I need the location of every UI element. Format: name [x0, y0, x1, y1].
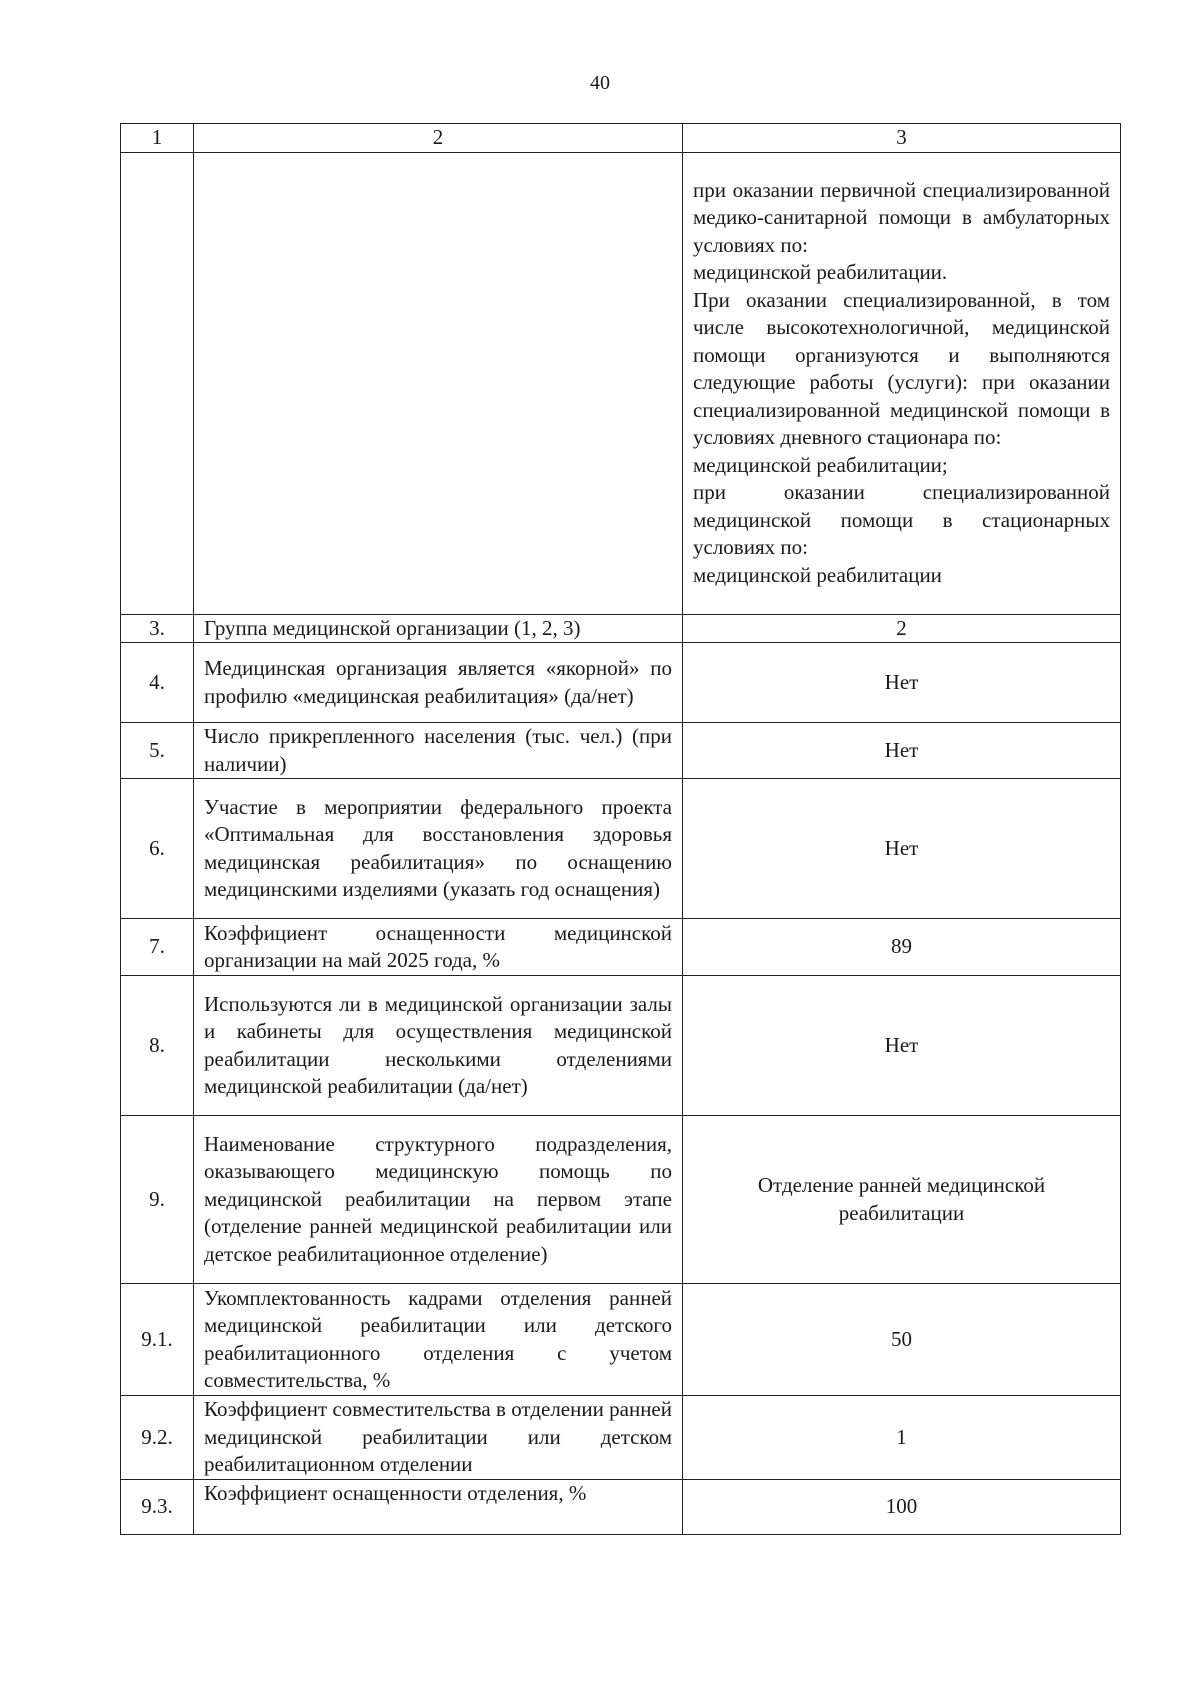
row-number: 4. — [121, 643, 194, 723]
row-number: 9. — [121, 1116, 194, 1284]
table-row — [121, 614, 1121, 643]
table-row — [121, 1116, 1121, 1284]
continuation-text: при оказании первичной специализированной медико-санитарной помощи в амбулаторных условиях по: — [693, 177, 1110, 257]
continuation-cell-value — [683, 152, 1121, 614]
table-row — [121, 976, 1121, 1116]
row-number: 9.2. — [121, 1396, 194, 1480]
row-value: 1 — [683, 1396, 1121, 1480]
row-label: Участие в мероприятии федерального проекта «Оптимальная для восстановления здоровья медицинская реабилитация» по оснащению медицинскими изделиями (указать год оснащения) — [194, 779, 683, 919]
continuation-text: При оказании специализированной, в том числе высокотехнологичной, медицинской помощи организуются и выполняются следующие работы (услуги): при оказании специализированной медицинской помощи в условиях дневного стационара по: — [693, 287, 1110, 450]
row-value: Нет — [683, 723, 1121, 779]
page-number: 40 — [590, 72, 610, 94]
row-label: Медицинская организация является «якорной» по профилю «медицинская реабилитация» (да/нет) — [194, 643, 683, 723]
row-label: Коэффициент оснащенности медицинской организации на май 2025 года, % — [194, 919, 683, 976]
header-cell-2: 2 — [194, 124, 683, 153]
table-row — [121, 1284, 1121, 1396]
row-value: Нет — [683, 779, 1121, 919]
row-value: 50 — [683, 1284, 1121, 1396]
row-value: 89 — [683, 919, 1121, 976]
row-number: 6. — [121, 779, 194, 919]
row-label: Коэффициент оснащенности отделения, % — [194, 1480, 683, 1535]
continuation-text: при оказании специализированной медицинской помощи в стационарных условиях по: — [693, 480, 1110, 560]
table-row — [121, 919, 1121, 976]
table-row — [121, 643, 1121, 723]
document-table — [120, 123, 1121, 1535]
table-row — [121, 1396, 1121, 1480]
continuation-text: медицинской реабилитации; — [693, 452, 948, 477]
continuation-text: медицинской реабилитации — [693, 562, 942, 587]
continuation-row — [121, 152, 1121, 614]
continuation-cell-num — [121, 152, 194, 614]
row-number: 7. — [121, 919, 194, 976]
table-row — [121, 1480, 1121, 1535]
row-value: 2 — [683, 614, 1121, 643]
row-label: Укомплектованность кадрами отделения ранней медицинской реабилитации или детского реабилитационного отделения с учетом совместительства, % — [194, 1284, 683, 1396]
row-value: Нет — [683, 976, 1121, 1116]
table-row — [121, 779, 1121, 919]
row-number: 9.1. — [121, 1284, 194, 1396]
row-label: Число прикрепленного населения (тыс. чел.) (при наличии) — [194, 723, 683, 779]
row-label: Наименование структурного подразделения, оказывающего медицинскую помощь по медицинской реабилитации на первом этапе (отделение ранней медицинской реабилитации или детское реабилитационное отделение) — [194, 1116, 683, 1284]
table-header-row — [121, 124, 1121, 153]
row-number: 8. — [121, 976, 194, 1116]
row-value: Отделение ранней медицинской реабилитации — [683, 1116, 1121, 1284]
continuation-text: медицинской реабилитации. — [693, 260, 948, 285]
row-label: Используются ли в медицинской организации залы и кабинеты для осуществления медицинской реабилитации несколькими отделениями медицинской реабилитации (да/нет) — [194, 976, 683, 1116]
continuation-cell-label — [194, 152, 683, 614]
header-cell-3: 3 — [683, 124, 1121, 153]
row-number: 5. — [121, 723, 194, 779]
table-row — [121, 723, 1121, 779]
row-value: Нет — [683, 643, 1121, 723]
header-cell-1: 1 — [121, 124, 194, 153]
row-label: Группа медицинской организации (1, 2, 3) — [194, 614, 683, 643]
row-number: 3. — [121, 614, 194, 643]
row-value: 100 — [683, 1480, 1121, 1535]
row-number: 9.3. — [121, 1480, 194, 1535]
row-label: Коэффициент совместительства в отделении ранней медицинской реабилитации или детском реабилитационном отделении — [194, 1396, 683, 1480]
